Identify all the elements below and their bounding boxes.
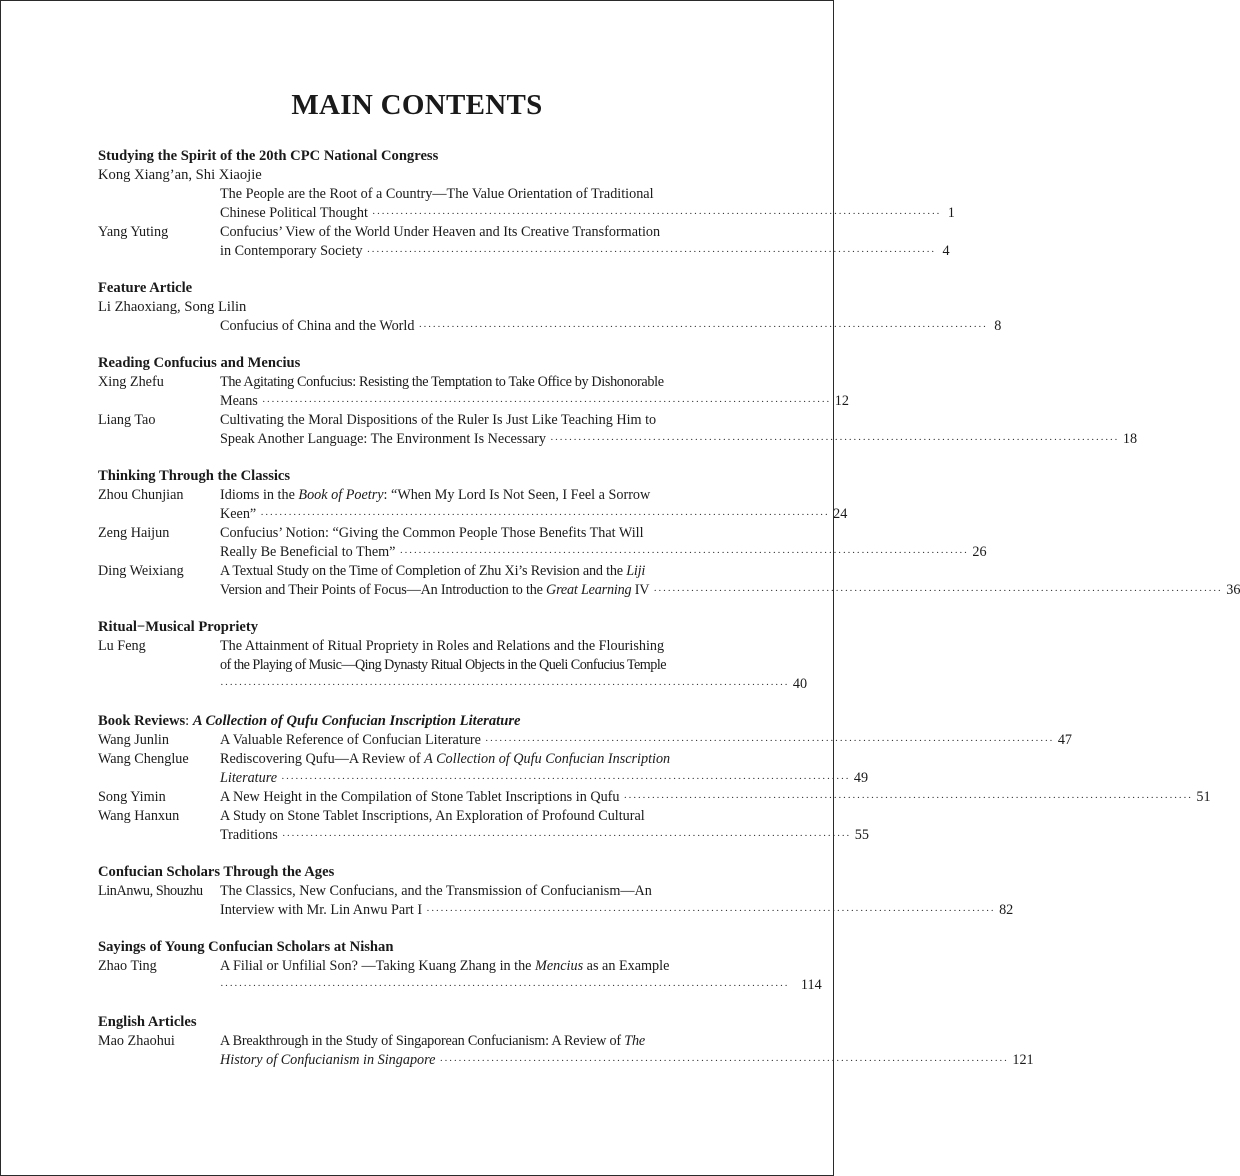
section-reading-confucius <box>98 354 1138 449</box>
toc-entry[interactable] <box>98 637 808 694</box>
page-number: 36 <box>1226 582 1240 598</box>
toc-entry[interactable] <box>98 411 1138 449</box>
toc-entry[interactable] <box>98 750 869 788</box>
entry-author: Xing Zhefu <box>98 374 164 390</box>
section-english-articles <box>98 1013 1034 1070</box>
section-heading: Reading Confucius and Mencius <box>98 355 301 371</box>
entry-title-line: A Breakthrough in the Study of Singaporean Confucianism: A Review of The <box>220 1033 645 1049</box>
leader-dots: ·························································································································· <box>399 547 969 559</box>
page-number: 4 <box>942 243 950 259</box>
entry-title-line: A New Height in the Compilation of Stone Tablet Inscriptions in Qufu <box>220 789 620 805</box>
entry-title-line: Confucius’ Notion: “Giving the Common People Those Benefits That Will <box>220 525 644 541</box>
entry-title-line: Cultivating the Moral Dispositions of the Ruler Is Just Like Teaching Him to <box>220 412 657 428</box>
entry-title-line: Traditions <box>220 827 278 843</box>
leader-dots: ·························································································································· <box>623 792 1193 804</box>
section-authors: Li Zhaoxiang, Song Lilin <box>98 299 247 315</box>
entry-title-line: of the Playing of Music—Qing Dynasty Ritual Objects in the Queli Confucius Temple <box>220 657 666 673</box>
contents-list <box>98 147 1240 1088</box>
page-number: 55 <box>854 827 869 843</box>
page-number: 47 <box>1057 732 1073 748</box>
leader-dots: ·························································································································· <box>418 321 988 333</box>
section-authors: Kong Xiang’an, Shi Xiaojie <box>98 167 262 183</box>
section-heading: Feature Article <box>98 280 193 296</box>
entry-author: Song Yimin <box>98 789 166 805</box>
entry-title-line: Confucius’ View of the World Under Heaven and Its Creative Transformation <box>220 224 661 240</box>
section-young-scholars <box>98 938 822 995</box>
entry-title-line: Keen” <box>220 506 257 522</box>
entry-title-line: The People are the Root of a Country—The Value Orientation of Traditional <box>220 186 654 202</box>
toc-entry[interactable] <box>98 486 848 524</box>
page-number: 49 <box>853 770 869 786</box>
leader-dots: ·························································································································· <box>549 434 1119 446</box>
leader-dots: ·························································································································· <box>366 246 936 258</box>
leader-dots: ·························································································································· <box>484 735 1054 747</box>
entry-title-line: Really Be Beneficial to Them” <box>220 544 396 560</box>
leader-dots: ·························································································································· <box>439 1055 1009 1067</box>
toc-entry[interactable] <box>98 957 822 995</box>
entry-title-line: Means <box>220 393 258 409</box>
leader-dots: ·························································································································· <box>220 679 789 691</box>
section-heading: Thinking Through the Classics <box>98 468 291 484</box>
section-heading: Sayings of Young Confucian Scholars at Nishan <box>98 939 394 955</box>
entry-author: Zeng Haijun <box>98 525 170 541</box>
toc-entry[interactable] <box>98 223 950 261</box>
toc-entry[interactable] <box>98 317 1002 336</box>
entry-author: Wang Chenglue <box>98 751 189 767</box>
section-heading: Studying the Spirit of the 20th CPC National Congress <box>98 148 439 164</box>
page-number: 18 <box>1122 431 1138 447</box>
entry-author: Wang Hanxun <box>98 808 180 824</box>
entry-title-line: A Study on Stone Tablet Inscriptions, An Exploration of Profound Cultural <box>220 808 645 824</box>
leader-dots: ·························································································································· <box>426 905 996 917</box>
section-thinking-classics <box>98 467 1240 600</box>
page-number: 114 <box>800 977 822 993</box>
toc-entry[interactable] <box>98 807 869 845</box>
entry-title-line: The Classics, New Confucians, and the Transmission of Confucianism—An <box>220 883 652 899</box>
leader-dots: ·························································································································· <box>261 396 831 408</box>
entry-title-line: Interview with Mr. Lin Anwu Part I <box>220 902 423 918</box>
page-number: 51 <box>1196 789 1211 805</box>
entry-title-line: Idioms in the Book of Poetry: “When My Lord Is Not Seen, I Feel a Sorrow <box>220 487 651 503</box>
section-feature-article <box>98 279 1002 336</box>
entry-title-line: A Filial or Unfilial Son? —Taking Kuang Zhang in the Mencius as an Example <box>220 958 670 974</box>
page-number: 40 <box>792 676 808 692</box>
entry-title-line: Chinese Political Thought <box>220 205 368 221</box>
page-title: MAIN CONTENTS <box>291 89 543 121</box>
entry-title-line: History of Confucianism in Singapore <box>220 1052 436 1068</box>
entry-title-line: Rediscovering Qufu—A Review of A Collection of Qufu Confucian Inscription <box>220 751 671 767</box>
page-number: 121 <box>1012 1052 1034 1068</box>
toc-entry[interactable] <box>98 788 1211 807</box>
leader-dots: ·························································································································· <box>371 208 941 220</box>
leader-dots: ·························································································································· <box>260 509 830 521</box>
toc-entry[interactable] <box>98 373 849 411</box>
leader-dots: ·························································································································· <box>281 830 851 842</box>
section-ritual-musical <box>98 618 808 694</box>
toc-entry[interactable] <box>98 731 1073 750</box>
entry-title-line: The Attainment of Ritual Propriety in Roles and Relations and the Flourishing <box>220 638 665 654</box>
page-number: 8 <box>994 318 1002 334</box>
entry-author: Lu Feng <box>98 638 146 654</box>
entry-title-line: in Contemporary Society <box>220 243 363 259</box>
entry-title-line: Version and Their Points of Focus—An Introduction to the Great Learning IV <box>220 582 650 598</box>
section-heading: English Articles <box>98 1014 197 1030</box>
section-confucian-scholars <box>98 863 1014 920</box>
leader-dots: ·························································································································· <box>220 980 789 992</box>
toc-entry[interactable] <box>98 1032 1034 1070</box>
toc-entry[interactable] <box>98 882 1014 920</box>
section-book-reviews <box>98 712 1211 845</box>
section-studying-spirit <box>98 147 955 261</box>
entry-author: Wang Junlin <box>98 732 169 748</box>
section-heading: Confucian Scholars Through the Ages <box>98 864 335 880</box>
entry-title-line: Literature <box>220 770 278 786</box>
toc-entry[interactable] <box>98 524 987 562</box>
page-number: 12 <box>834 393 849 409</box>
entry-title-line: The Agitating Confucius: Resisting the Temptation to Take Office by Dishonorable <box>220 374 664 390</box>
entry-author: Ding Weixiang <box>98 563 184 579</box>
page-number: 26 <box>972 544 987 560</box>
entry-title-line: Speak Another Language: The Environment Is Necessary <box>220 431 546 447</box>
page-number: 82 <box>999 902 1014 918</box>
leader-dots: ·························································································································· <box>281 773 850 785</box>
page-number: 1 <box>947 205 955 221</box>
entry-title-line: Confucius of China and the World <box>220 318 415 334</box>
leader-dots: ·························································································································· <box>653 585 1223 597</box>
entry-title-line: A Valuable Reference of Confucian Literature <box>220 732 481 748</box>
entry-title-line: A Textual Study on the Time of Completion of Zhu Xi’s Revision and the Liji <box>220 563 646 579</box>
entry-author: Liang Tao <box>98 412 156 428</box>
entry-author: LinAnwu, Shouzhu <box>98 883 203 899</box>
entry-author: Zhao Ting <box>98 958 157 974</box>
toc-entry[interactable] <box>98 185 955 223</box>
toc-entry[interactable] <box>98 562 1240 600</box>
section-heading: Book Reviews: A Collection of Qufu Confucian Inscription Literature <box>98 713 521 729</box>
entry-author: Mao Zhaohui <box>98 1033 175 1049</box>
page-number: 24 <box>833 506 848 522</box>
entry-author: Zhou Chunjian <box>98 487 184 503</box>
section-heading: Ritual−Musical Propriety <box>98 619 259 635</box>
entry-author: Yang Yuting <box>98 224 169 240</box>
